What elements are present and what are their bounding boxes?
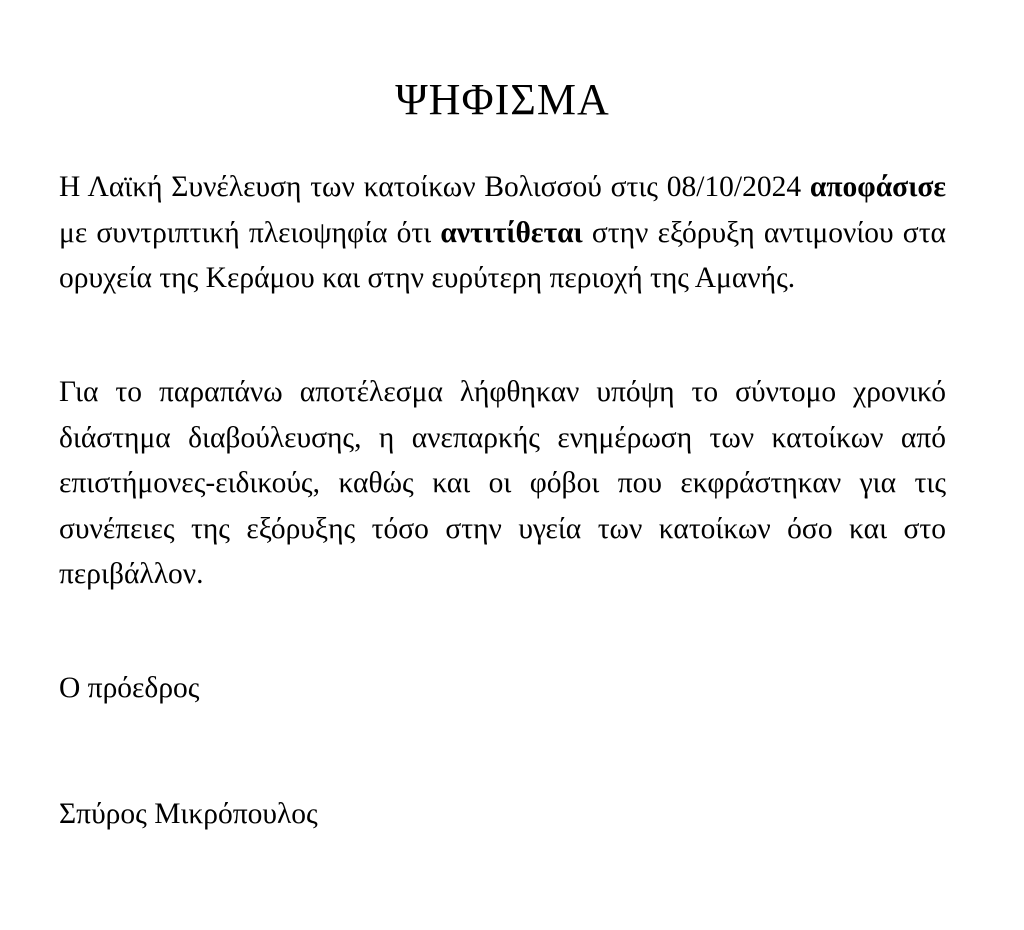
paragraph-text: με συντριπτική πλειοψηφία ότι [59, 216, 441, 249]
paragraph-text: στην εξόρυξη αντιμονίου στα ορυχεία της Κεράμου και στην ευρύτερη περιοχή της Αμανής. [59, 216, 947, 294]
reasons-paragraph: Για το παραπάνω αποτέλεσμα λήφθηκαν υπόψη το σύντομο χρονικό διάστημα διαβούλευσης, η ανεπαρκής ενημέρωση των κατοίκων από επιστήμονες-ειδικούς, καθώς και οι φόβοι που εκφράστηκαν για τις συνέπειες της εξόρυξης τόσο στην υγεία των κατοίκων όσο και στο περιβάλλον. [59, 376, 946, 590]
signature-role: Ο πρόεδρος [59, 672, 200, 704]
document-title: ΨΗΦΙΣΜΑ [395, 75, 610, 124]
paragraph-text: Η Λαϊκή Συνέλευση των κατοίκων Βολισσού στις 08/10/2024 [59, 171, 810, 203]
bold-decided: αποφάσισε [809, 171, 946, 203]
bold-opposes: αντιτίθεται [440, 216, 583, 249]
resolution-paragraph [59, 165, 946, 302]
signature-name: Σπύρος Μικρόπουλος [59, 798, 318, 830]
resolution-document [59, 0, 946, 930]
